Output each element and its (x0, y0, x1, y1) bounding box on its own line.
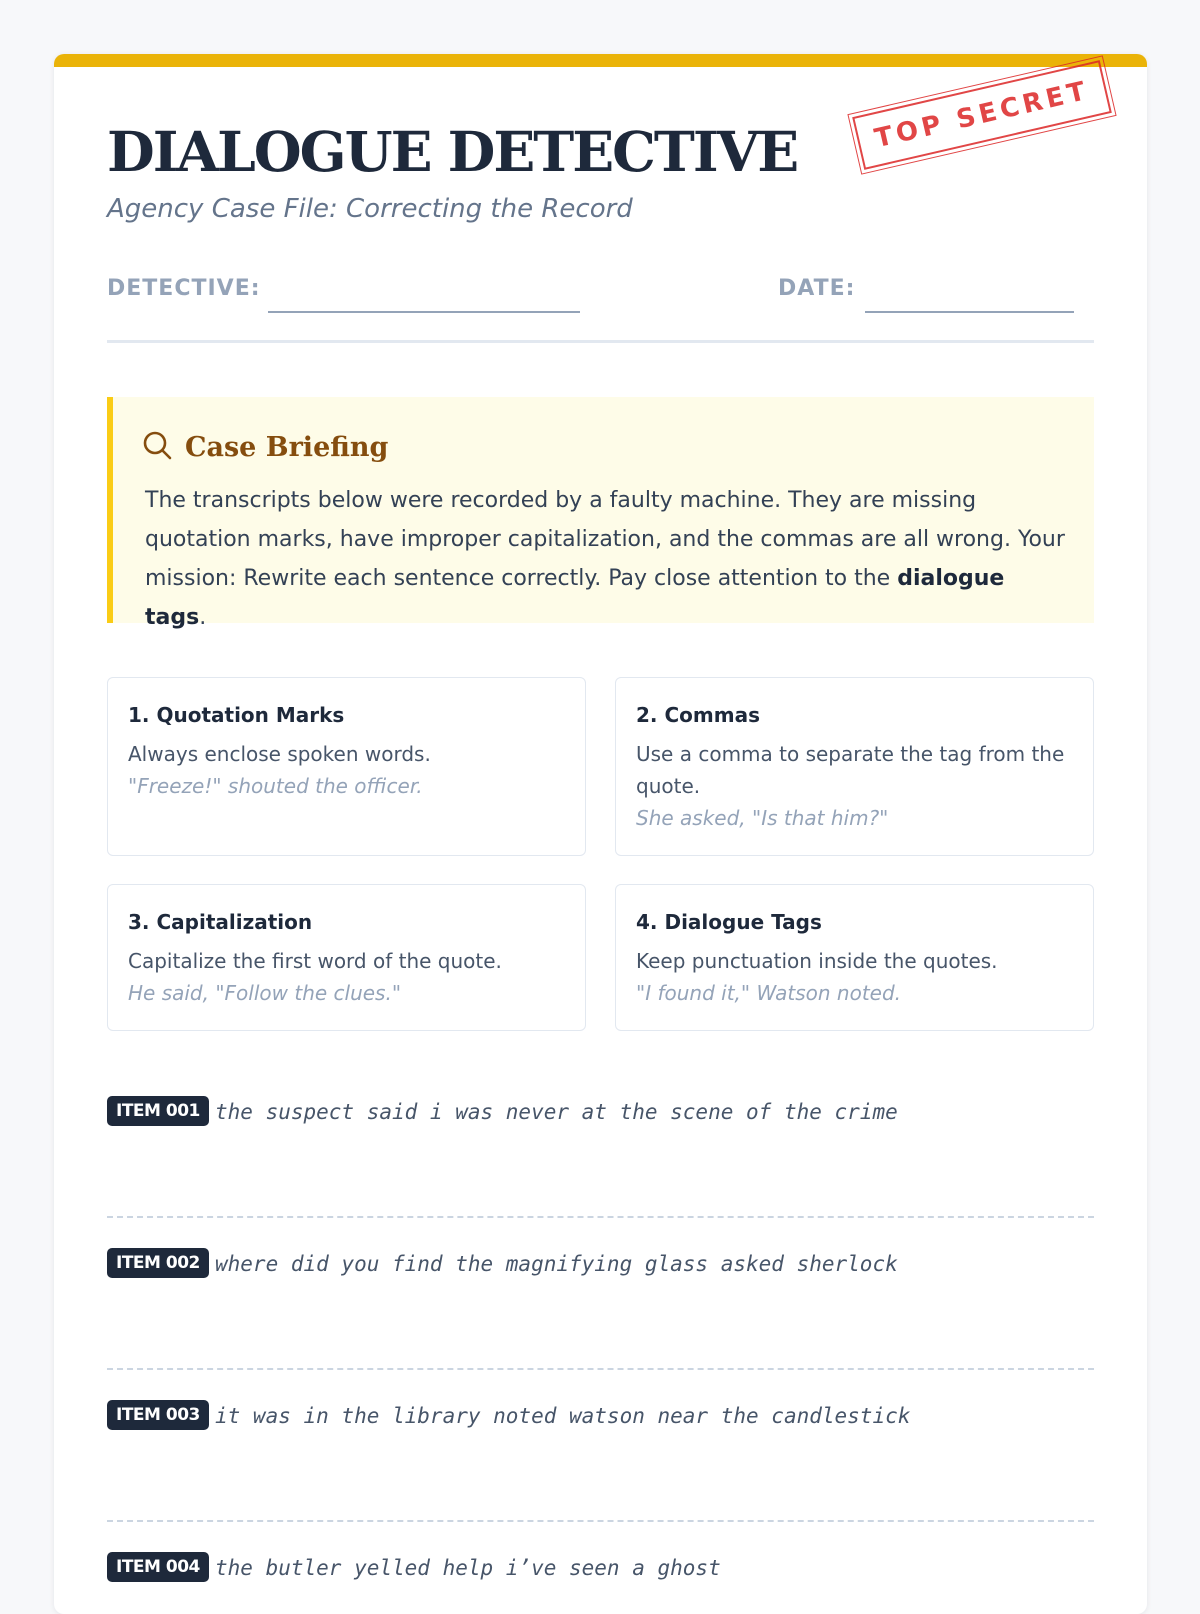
rule-title: 1. Quotation Marks (128, 703, 345, 727)
briefing-text-end: . (199, 605, 207, 630)
briefing-text-main: The transcripts below were recorded by a faulty machine. They are missing quotation marks, have improper capitalization, and the commas are all wrong. Your mission: Rewrite each sentence correctly. Pay close attention to the (145, 488, 1065, 591)
rule-description: Capitalize the first word of the quote. (128, 949, 502, 973)
transcript-text: the suspect said i was never at the scene of the crime (215, 1100, 898, 1124)
transcript-item (107, 1066, 1094, 1218)
transcript-text: where did you find the magnifying glass asked sherlock (215, 1252, 898, 1276)
rule-card-commas (615, 677, 1094, 856)
rule-card-dialogue-tags (615, 884, 1094, 1031)
top-accent-bar (54, 54, 1147, 67)
rule-card-capitalization (107, 884, 586, 1031)
briefing-header (141, 429, 388, 465)
date-label: DATE: (778, 276, 856, 301)
transcript-item (107, 1522, 1094, 1614)
item-badge: ITEM 001 (107, 1096, 209, 1126)
briefing-title: Case Briefing (185, 431, 389, 463)
page-subtitle: Agency Case File: Correcting the Record (107, 194, 633, 224)
case-briefing-box (107, 397, 1094, 630)
rule-description: Always enclose spoken words. (128, 742, 431, 766)
rule-example: She asked, "Is that him?" (636, 806, 889, 830)
rule-example: "Freeze!" shouted the officer. (128, 774, 423, 798)
item-badge: ITEM 002 (107, 1248, 209, 1278)
header-divider (107, 340, 1094, 343)
rule-title: 3. Capitalization (128, 910, 313, 934)
top-secret-stamp: TOP SECRET (852, 60, 1112, 170)
rule-card-quotation-marks (107, 677, 586, 856)
rule-description: Keep punctuation inside the quotes. (636, 949, 998, 973)
page-title: DIALOGUE DETECTIVE (107, 119, 798, 184)
transcript-item (107, 1370, 1094, 1522)
detective-name-field[interactable] (268, 311, 580, 313)
transcript-text: it was in the library noted watson near the candlestick (215, 1404, 911, 1428)
transcript-text: the butler yelled help i’ve seen a ghost (215, 1556, 721, 1580)
briefing-text (145, 481, 1065, 637)
rule-title: 4. Dialogue Tags (636, 910, 822, 934)
case-file-sheet (54, 54, 1147, 1614)
magnifying-glass-icon (141, 429, 173, 465)
rule-title: 2. Commas (636, 703, 760, 727)
item-badge: ITEM 003 (107, 1400, 209, 1430)
transcript-item (107, 1218, 1094, 1370)
item-badge: ITEM 004 (107, 1552, 209, 1582)
rule-description: Use a comma to separate the tag from the quote. (636, 742, 1065, 798)
rule-example: "I found it," Watson noted. (636, 981, 902, 1005)
detective-label: DETECTIVE: (107, 276, 261, 301)
date-field[interactable] (865, 311, 1074, 313)
rule-example: He said, "Follow the clues." (128, 981, 402, 1005)
briefing-text-emphasis: dialogue tags (145, 566, 1005, 630)
